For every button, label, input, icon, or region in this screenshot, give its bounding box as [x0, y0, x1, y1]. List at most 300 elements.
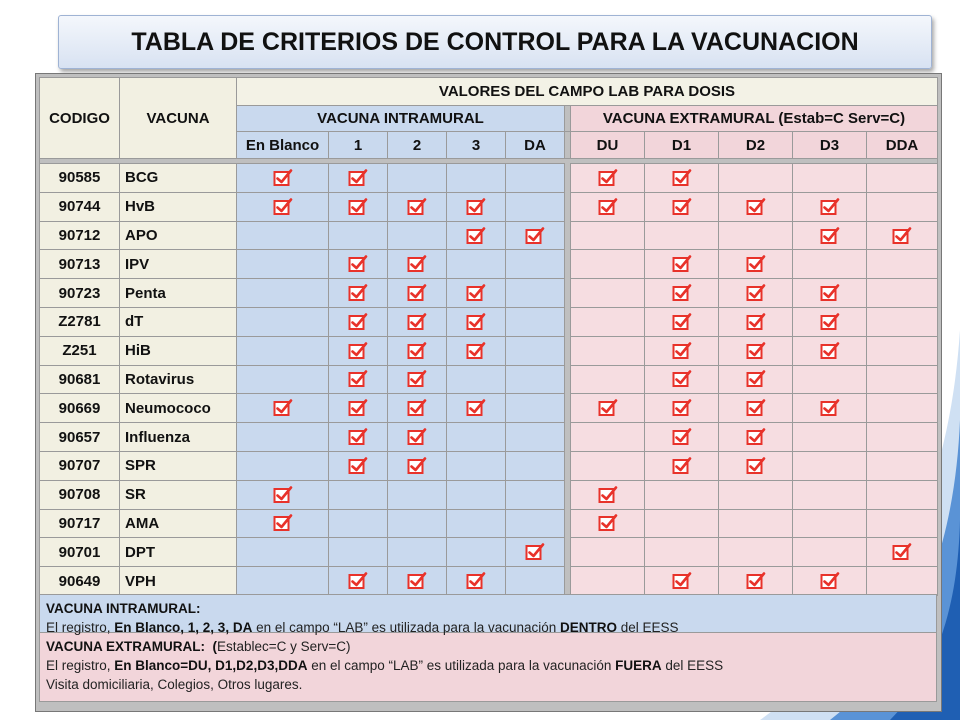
note-extra-text-1: El registro,	[46, 658, 115, 673]
cell-extra-4	[867, 250, 938, 279]
cell-extra-4	[867, 336, 938, 365]
cell-extra-1	[645, 423, 719, 452]
checkbox-checked-icon	[466, 572, 486, 590]
cell-codigo: 90649	[40, 567, 120, 596]
checkbox-checked-icon	[466, 313, 486, 331]
cell-extra-4	[867, 365, 938, 394]
cell-intra-4	[506, 567, 565, 596]
cell-extra-2	[719, 336, 793, 365]
checkbox-checked-icon	[598, 486, 618, 504]
cell-intra-1	[329, 192, 388, 221]
cell-intra-0	[237, 480, 329, 509]
cell-extra-1	[645, 451, 719, 480]
subheader-extra-1: D1	[645, 132, 719, 159]
checkbox-checked-icon	[348, 169, 368, 187]
cell-intra-2	[388, 336, 447, 365]
cell-intra-0	[237, 365, 329, 394]
checkbox-checked-icon	[672, 255, 692, 273]
cell-intra-4	[506, 336, 565, 365]
cell-extra-0	[571, 279, 645, 308]
checkbox-checked-icon	[407, 399, 427, 417]
checkbox-checked-icon	[672, 428, 692, 446]
cell-intra-3	[447, 279, 506, 308]
cell-intra-1	[329, 307, 388, 336]
cell-vacuna: SR	[120, 480, 237, 509]
cell-vacuna: APO	[120, 221, 237, 250]
checkbox-checked-icon	[892, 543, 912, 561]
cell-intra-0	[237, 164, 329, 193]
cell-extra-1	[645, 509, 719, 538]
cell-extra-1	[645, 567, 719, 596]
checkbox-checked-icon	[466, 198, 486, 216]
checkbox-checked-icon	[746, 428, 766, 446]
cell-intra-1	[329, 394, 388, 423]
cell-extra-0	[571, 221, 645, 250]
checkbox-checked-icon	[407, 428, 427, 446]
cell-intra-1	[329, 221, 388, 250]
cell-intra-4	[506, 164, 565, 193]
checkbox-checked-icon	[598, 399, 618, 417]
cell-intra-2	[388, 451, 447, 480]
cell-codigo: Z251	[40, 336, 120, 365]
cell-codigo: 90723	[40, 279, 120, 308]
checkbox-checked-icon	[348, 284, 368, 302]
checkbox-checked-icon	[598, 198, 618, 216]
page-title: TABLA DE CRITERIOS DE CONTROL PARA LA VACUNACION	[131, 27, 859, 56]
cell-extra-3	[793, 336, 867, 365]
cell-vacuna: IPV	[120, 250, 237, 279]
checkbox-checked-icon	[348, 198, 368, 216]
cell-extra-3	[793, 307, 867, 336]
checkbox-checked-icon	[746, 399, 766, 417]
cell-intra-3	[447, 423, 506, 452]
cell-intra-4	[506, 307, 565, 336]
cell-codigo: 90681	[40, 365, 120, 394]
header-codigo: CODIGO	[40, 78, 120, 159]
cell-intra-0	[237, 509, 329, 538]
cell-extra-1	[645, 307, 719, 336]
subheader-extra-3: D3	[793, 132, 867, 159]
table-row	[40, 480, 938, 509]
note-extra-sub-1: (	[205, 639, 217, 654]
checkbox-checked-icon	[820, 313, 840, 331]
cell-intra-2	[388, 394, 447, 423]
cell-extra-3	[793, 423, 867, 452]
cell-intra-2	[388, 538, 447, 567]
cell-extra-0	[571, 567, 645, 596]
cell-vacuna: Rotavirus	[120, 365, 237, 394]
checkbox-checked-icon	[407, 572, 427, 590]
cell-intra-0	[237, 250, 329, 279]
cell-extra-2	[719, 567, 793, 596]
cell-vacuna: SPR	[120, 451, 237, 480]
cell-intra-1	[329, 250, 388, 279]
table-row	[40, 567, 938, 596]
checkbox-checked-icon	[466, 227, 486, 245]
table-row	[40, 307, 938, 336]
cell-extra-1	[645, 538, 719, 567]
cell-intra-0	[237, 538, 329, 567]
note-extra-bold-1: En Blanco=DU, D1,D2,D3,DDA	[114, 658, 308, 673]
cell-intra-0	[237, 451, 329, 480]
cell-intra-2	[388, 365, 447, 394]
cell-intra-3	[447, 250, 506, 279]
checkbox-checked-icon	[407, 255, 427, 273]
note-extra-text-line-2	[46, 675, 930, 694]
cell-intra-2	[388, 192, 447, 221]
table-row	[40, 538, 938, 567]
cell-extra-2	[719, 538, 793, 567]
cell-extra-2	[719, 365, 793, 394]
cell-extra-1	[645, 250, 719, 279]
checkbox-checked-icon	[672, 457, 692, 475]
cell-intra-4	[506, 365, 565, 394]
checkbox-checked-icon	[746, 457, 766, 475]
cell-intra-1	[329, 480, 388, 509]
cell-intra-4	[506, 279, 565, 308]
subheader-intra-0: En Blanco	[237, 132, 329, 159]
checkbox-checked-icon	[746, 198, 766, 216]
cell-codigo: Z2781	[40, 307, 120, 336]
checkbox-checked-icon	[672, 399, 692, 417]
checkbox-checked-icon	[746, 313, 766, 331]
note-extra-text-3: del EESS	[661, 658, 724, 673]
note-extra-title: VACUNA EXTRAMURAL:	[46, 639, 205, 654]
note-intra-bold-2: DENTRO	[560, 620, 618, 635]
note-extra-text-line	[46, 656, 930, 675]
checkbox-checked-icon	[273, 198, 293, 216]
cell-extra-0	[571, 336, 645, 365]
cell-intra-1	[329, 336, 388, 365]
cell-extra-3	[793, 538, 867, 567]
cell-extra-2	[719, 394, 793, 423]
cell-intra-3	[447, 451, 506, 480]
checkbox-checked-icon	[407, 198, 427, 216]
cell-intra-3	[447, 365, 506, 394]
subheader-intra-2: 2	[388, 132, 447, 159]
cell-extra-0	[571, 538, 645, 567]
checkbox-checked-icon	[746, 284, 766, 302]
cell-vacuna: DPT	[120, 538, 237, 567]
cell-intra-0	[237, 192, 329, 221]
cell-extra-4	[867, 164, 938, 193]
criteria-table	[39, 77, 938, 596]
cell-intra-2	[388, 250, 447, 279]
note-extra-bold-2: FUERA	[615, 658, 662, 673]
cell-extra-4	[867, 538, 938, 567]
cell-intra-0	[237, 307, 329, 336]
cell-extra-4	[867, 394, 938, 423]
cell-vacuna: BCG	[120, 164, 237, 193]
table-row	[40, 423, 938, 452]
cell-codigo: 90713	[40, 250, 120, 279]
subheader-intra-1: 1	[329, 132, 388, 159]
checkbox-checked-icon	[672, 370, 692, 388]
cell-vacuna: Neumococo	[120, 394, 237, 423]
cell-codigo: 90669	[40, 394, 120, 423]
checkbox-checked-icon	[746, 370, 766, 388]
note-intra-title: VACUNA INTRAMURAL:	[46, 601, 201, 616]
cell-intra-1	[329, 365, 388, 394]
checkbox-checked-icon	[598, 169, 618, 187]
checkbox-checked-icon	[820, 284, 840, 302]
cell-vacuna: VPH	[120, 567, 237, 596]
cell-intra-3	[447, 307, 506, 336]
cell-extra-0	[571, 365, 645, 394]
cell-extra-0	[571, 480, 645, 509]
cell-vacuna: HvB	[120, 192, 237, 221]
cell-extra-0	[571, 164, 645, 193]
cell-intra-3	[447, 509, 506, 538]
cell-extra-0	[571, 451, 645, 480]
cell-extra-2	[719, 279, 793, 308]
note-intra-text-3: del EESS	[617, 620, 679, 635]
cell-intra-2	[388, 567, 447, 596]
checkbox-checked-icon	[598, 514, 618, 532]
cell-codigo: 90712	[40, 221, 120, 250]
cell-codigo: 90701	[40, 538, 120, 567]
cell-extra-4	[867, 192, 938, 221]
checkbox-checked-icon	[273, 486, 293, 504]
checkbox-checked-icon	[746, 255, 766, 273]
cell-vacuna: Penta	[120, 279, 237, 308]
checkbox-checked-icon	[466, 342, 486, 360]
cell-extra-4	[867, 307, 938, 336]
cell-intra-2	[388, 307, 447, 336]
cell-codigo: 90707	[40, 451, 120, 480]
cell-codigo: 90708	[40, 480, 120, 509]
cell-extra-0	[571, 250, 645, 279]
checkbox-checked-icon	[348, 428, 368, 446]
cell-extra-4	[867, 567, 938, 596]
cell-intra-1	[329, 164, 388, 193]
checkbox-checked-icon	[407, 284, 427, 302]
cell-vacuna: Influenza	[120, 423, 237, 452]
criteria-table-frame	[35, 73, 942, 712]
checkbox-checked-icon	[820, 399, 840, 417]
cell-extra-3	[793, 509, 867, 538]
note-intramural	[39, 594, 937, 633]
table-row	[40, 221, 938, 250]
checkbox-checked-icon	[407, 313, 427, 331]
cell-extra-3	[793, 164, 867, 193]
cell-extra-4	[867, 279, 938, 308]
checkbox-checked-icon	[892, 227, 912, 245]
checkbox-checked-icon	[672, 198, 692, 216]
cell-extra-4	[867, 221, 938, 250]
cell-intra-1	[329, 451, 388, 480]
cell-extra-1	[645, 394, 719, 423]
cell-extra-0	[571, 307, 645, 336]
checkbox-checked-icon	[466, 399, 486, 417]
checkbox-checked-icon	[820, 342, 840, 360]
cell-extra-3	[793, 279, 867, 308]
cell-extra-3	[793, 451, 867, 480]
checkbox-checked-icon	[407, 457, 427, 475]
cell-intra-3	[447, 221, 506, 250]
note-intra-bold-1: En Blanco, 1, 2, 3, DA	[114, 620, 253, 635]
subheader-extra-2: D2	[719, 132, 793, 159]
checkbox-checked-icon	[407, 370, 427, 388]
cell-extra-2	[719, 480, 793, 509]
checkbox-checked-icon	[348, 313, 368, 331]
header-intramural: VACUNA INTRAMURAL	[237, 106, 565, 132]
checkbox-checked-icon	[672, 284, 692, 302]
checkbox-checked-icon	[348, 255, 368, 273]
table-row	[40, 164, 938, 193]
cell-extra-1	[645, 192, 719, 221]
cell-intra-3	[447, 567, 506, 596]
cell-extra-4	[867, 451, 938, 480]
cell-extra-2	[719, 192, 793, 221]
cell-extra-2	[719, 164, 793, 193]
cell-intra-1	[329, 567, 388, 596]
table-row	[40, 394, 938, 423]
cell-extra-3	[793, 394, 867, 423]
note-extra-text-4: Visita domiciliaria, Colegios, Otros lugares.	[46, 677, 303, 692]
note-intra-text-2: en el campo “LAB” es utilizada para la vacunación	[252, 620, 561, 635]
subheader-extra-4: DDA	[867, 132, 938, 159]
cell-intra-4	[506, 480, 565, 509]
cell-intra-4	[506, 451, 565, 480]
note-extra-text-2: en el campo “LAB” es utilizada para la vacunación	[307, 658, 616, 673]
checkbox-checked-icon	[525, 227, 545, 245]
title-banner	[58, 15, 932, 69]
header-extramural: VACUNA EXTRAMURAL (Estab=C Serv=C)	[571, 106, 938, 132]
cell-codigo: 90585	[40, 164, 120, 193]
cell-intra-3	[447, 480, 506, 509]
cell-extra-4	[867, 423, 938, 452]
note-intra-title-line	[46, 599, 930, 618]
cell-intra-3	[447, 538, 506, 567]
cell-codigo: 90744	[40, 192, 120, 221]
cell-extra-1	[645, 336, 719, 365]
checkbox-checked-icon	[820, 198, 840, 216]
checkbox-checked-icon	[672, 313, 692, 331]
cell-extra-1	[645, 279, 719, 308]
cell-extra-0	[571, 394, 645, 423]
cell-vacuna: HiB	[120, 336, 237, 365]
note-extra-title-line	[46, 637, 930, 656]
cell-extra-0	[571, 509, 645, 538]
cell-intra-0	[237, 423, 329, 452]
cell-extra-0	[571, 423, 645, 452]
checkbox-checked-icon	[348, 342, 368, 360]
cell-intra-4	[506, 394, 565, 423]
cell-intra-0	[237, 567, 329, 596]
checkbox-checked-icon	[273, 514, 293, 532]
table-row	[40, 192, 938, 221]
table-row	[40, 336, 938, 365]
checkbox-checked-icon	[672, 572, 692, 590]
subheader-intra-4: DA	[506, 132, 565, 159]
checkbox-checked-icon	[672, 342, 692, 360]
cell-extra-2	[719, 509, 793, 538]
cell-intra-2	[388, 480, 447, 509]
note-intra-text-1: El registro,	[46, 620, 115, 635]
cell-vacuna: AMA	[120, 509, 237, 538]
table-row	[40, 279, 938, 308]
table-row	[40, 250, 938, 279]
cell-extra-1	[645, 221, 719, 250]
cell-extra-2	[719, 423, 793, 452]
cell-extra-2	[719, 451, 793, 480]
header-vacuna: VACUNA	[120, 78, 237, 159]
cell-extra-3	[793, 365, 867, 394]
cell-intra-2	[388, 423, 447, 452]
cell-extra-2	[719, 250, 793, 279]
checkbox-checked-icon	[525, 543, 545, 561]
cell-intra-4	[506, 221, 565, 250]
cell-extra-3	[793, 221, 867, 250]
cell-intra-2	[388, 509, 447, 538]
cell-intra-2	[388, 279, 447, 308]
cell-intra-1	[329, 538, 388, 567]
cell-extra-3	[793, 192, 867, 221]
checkbox-checked-icon	[273, 399, 293, 417]
checkbox-checked-icon	[466, 284, 486, 302]
cell-extra-4	[867, 509, 938, 538]
cell-intra-4	[506, 250, 565, 279]
cell-intra-4	[506, 192, 565, 221]
cell-intra-2	[388, 221, 447, 250]
notes-section	[39, 594, 937, 702]
note-extra-sub-2: Establec=C y Serv=C)	[217, 639, 351, 654]
cell-intra-1	[329, 509, 388, 538]
cell-extra-2	[719, 307, 793, 336]
cell-extra-1	[645, 164, 719, 193]
checkbox-checked-icon	[407, 342, 427, 360]
cell-extra-1	[645, 365, 719, 394]
checkbox-checked-icon	[273, 169, 293, 187]
note-extramural	[39, 633, 937, 702]
cell-extra-3	[793, 567, 867, 596]
cell-intra-4	[506, 423, 565, 452]
cell-intra-0	[237, 279, 329, 308]
table-row	[40, 365, 938, 394]
checkbox-checked-icon	[746, 572, 766, 590]
cell-extra-2	[719, 221, 793, 250]
cell-intra-3	[447, 164, 506, 193]
subheader-extra-0: DU	[571, 132, 645, 159]
checkbox-checked-icon	[746, 342, 766, 360]
cell-intra-3	[447, 394, 506, 423]
cell-intra-0	[237, 394, 329, 423]
checkbox-checked-icon	[820, 572, 840, 590]
cell-intra-3	[447, 336, 506, 365]
cell-extra-1	[645, 480, 719, 509]
cell-extra-3	[793, 480, 867, 509]
checkbox-checked-icon	[348, 370, 368, 388]
cell-intra-4	[506, 509, 565, 538]
cell-intra-1	[329, 423, 388, 452]
checkbox-checked-icon	[348, 457, 368, 475]
cell-extra-3	[793, 250, 867, 279]
checkbox-checked-icon	[820, 227, 840, 245]
cell-intra-0	[237, 221, 329, 250]
table-row	[40, 451, 938, 480]
cell-intra-2	[388, 164, 447, 193]
cell-intra-1	[329, 279, 388, 308]
subheader-intra-3: 3	[447, 132, 506, 159]
checkbox-checked-icon	[348, 572, 368, 590]
cell-intra-3	[447, 192, 506, 221]
cell-vacuna: dT	[120, 307, 237, 336]
checkbox-checked-icon	[672, 169, 692, 187]
cell-intra-4	[506, 538, 565, 567]
cell-extra-4	[867, 480, 938, 509]
table-row	[40, 509, 938, 538]
